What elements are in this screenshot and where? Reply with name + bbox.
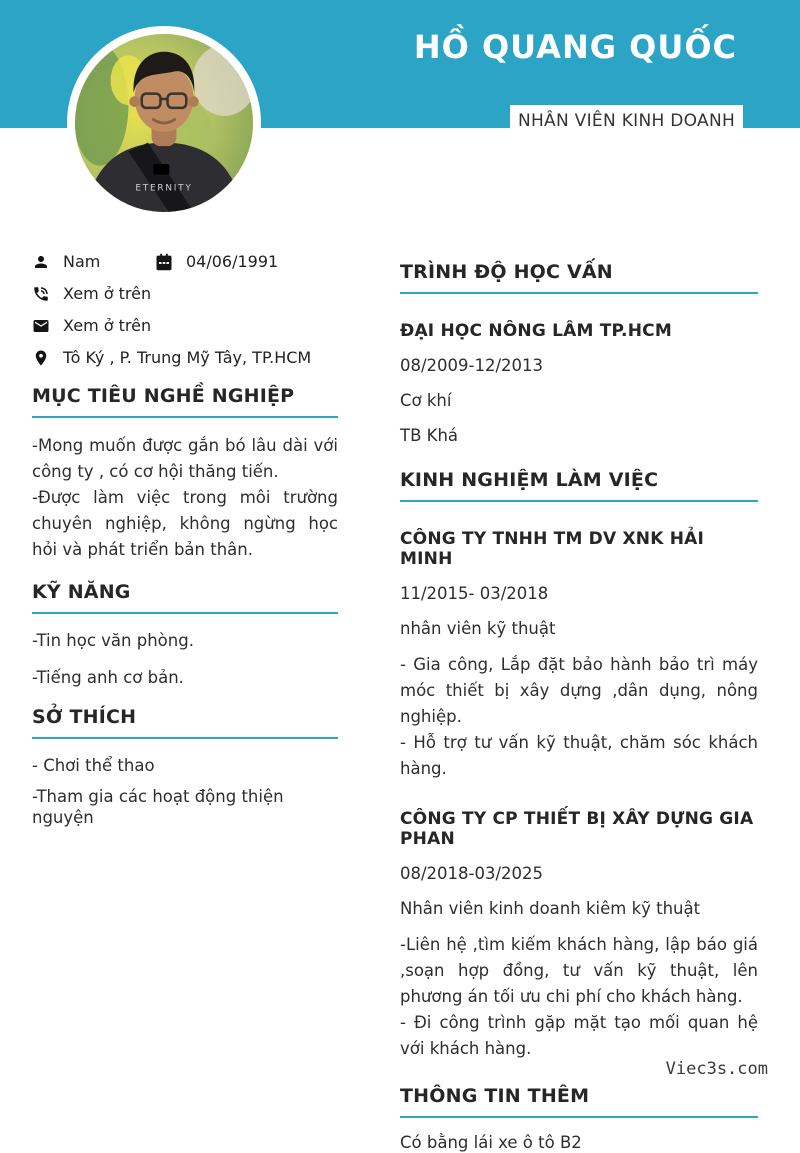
section-experience-title: KINH NGHIỆM LÀM VIỆC [400, 469, 758, 502]
objective-line: -Mong muốn được gắn bó lâu dài với công ty , có cơ hội thăng tiến. [32, 436, 338, 481]
extra-line: Có bằng lái xe ô tô B2 [400, 1133, 582, 1152]
section-skills-title: KỸ NĂNG [32, 581, 338, 614]
education-period: 08/2009-12/2013 [400, 356, 544, 375]
address-value: Tô Ký , P. Trung Mỹ Tây, TP.HCM [63, 348, 312, 367]
contact-row-address [32, 348, 338, 367]
job-title-box [510, 105, 743, 136]
job-role: nhân viên kỹ thuật [400, 619, 556, 638]
calendar-icon [155, 253, 173, 271]
education-major: Cơ khí [400, 391, 452, 410]
profile-photo-frame [75, 34, 253, 212]
avatar-illustration [75, 34, 253, 212]
contact-row-phone [32, 284, 338, 303]
job-period: 08/2018-03/2025 [400, 864, 544, 883]
section-objective-title: MỤC TIÊU NGHỀ NGHIỆP [32, 385, 338, 418]
contact-row-gender-birthday [32, 252, 338, 271]
objective-line: -Được làm việc trong môi trường chuyên nghiệp, không ngừng học hỏi và phát triển bản thân. [32, 488, 338, 559]
job-desc: - Gia công, Lắp đặt bảo hành bảo trì máy móc thiết bị xây dựng ,dân dụng, nông nghiệp. [400, 655, 758, 726]
location-icon [32, 349, 50, 367]
skill-item: -Tiếng anh cơ bản. [32, 668, 184, 687]
job-title: NHÂN VIÊN KINH DOANH [517, 110, 736, 131]
phone-value: Xem ở trên [63, 284, 152, 303]
gender-value: Nam [63, 252, 101, 271]
section-extra-title: THÔNG TIN THÊM [400, 1085, 758, 1118]
hobby-item: -Tham gia các hoạt động thiện nguyện [32, 787, 284, 827]
contact-row-email [32, 316, 338, 335]
left-column [32, 252, 338, 828]
email-icon [32, 317, 50, 335]
section-hobbies-title: SỞ THÍCH [32, 706, 338, 739]
job-desc: - Đi công trình gặp mặt tạo mối quan hệ với khách hàng. [400, 1013, 758, 1058]
job-company: CÔNG TY TNHH TM DV XNK HẢI MINH [400, 529, 705, 569]
watermark: Viec3s.com [665, 1059, 768, 1079]
shirt-text: ETERNITY [135, 183, 193, 194]
job-desc: - Hỗ trợ tư vấn kỹ thuật, chăm sóc khách hàng. [400, 733, 758, 778]
section-education-title: TRÌNH ĐỘ HỌC VẤN [400, 261, 758, 294]
job-period: 11/2015- 03/2018 [400, 584, 549, 603]
candidate-name: HỒ QUANG QUỐC [413, 28, 737, 66]
education-grade: TB Khá [400, 426, 459, 445]
person-icon [32, 253, 50, 271]
education-school: ĐẠI HỌC NÔNG LÂM TP.HCM [400, 321, 672, 341]
right-column [400, 261, 758, 1153]
phone-icon [32, 285, 50, 303]
job-company: CÔNG TY CP THIẾT BỊ XÂY DỰNG GIA PHAN [400, 809, 754, 849]
skill-item: -Tin học văn phòng. [32, 631, 194, 650]
job-desc: -Liên hệ ,tìm kiếm khách hàng, lập báo giá ,soạn hợp đồng, tư vấn kỹ thuật, lên phương án tối ưu chi phí cho khách hàng. [400, 935, 758, 1006]
profile-photo [67, 26, 261, 220]
birthday-value: 04/06/1991 [186, 252, 279, 271]
job-role: Nhân viên kinh doanh kiêm kỹ thuật [400, 899, 701, 918]
hobby-item: - Chơi thể thao [32, 756, 155, 775]
email-value: Xem ở trên [63, 316, 152, 335]
